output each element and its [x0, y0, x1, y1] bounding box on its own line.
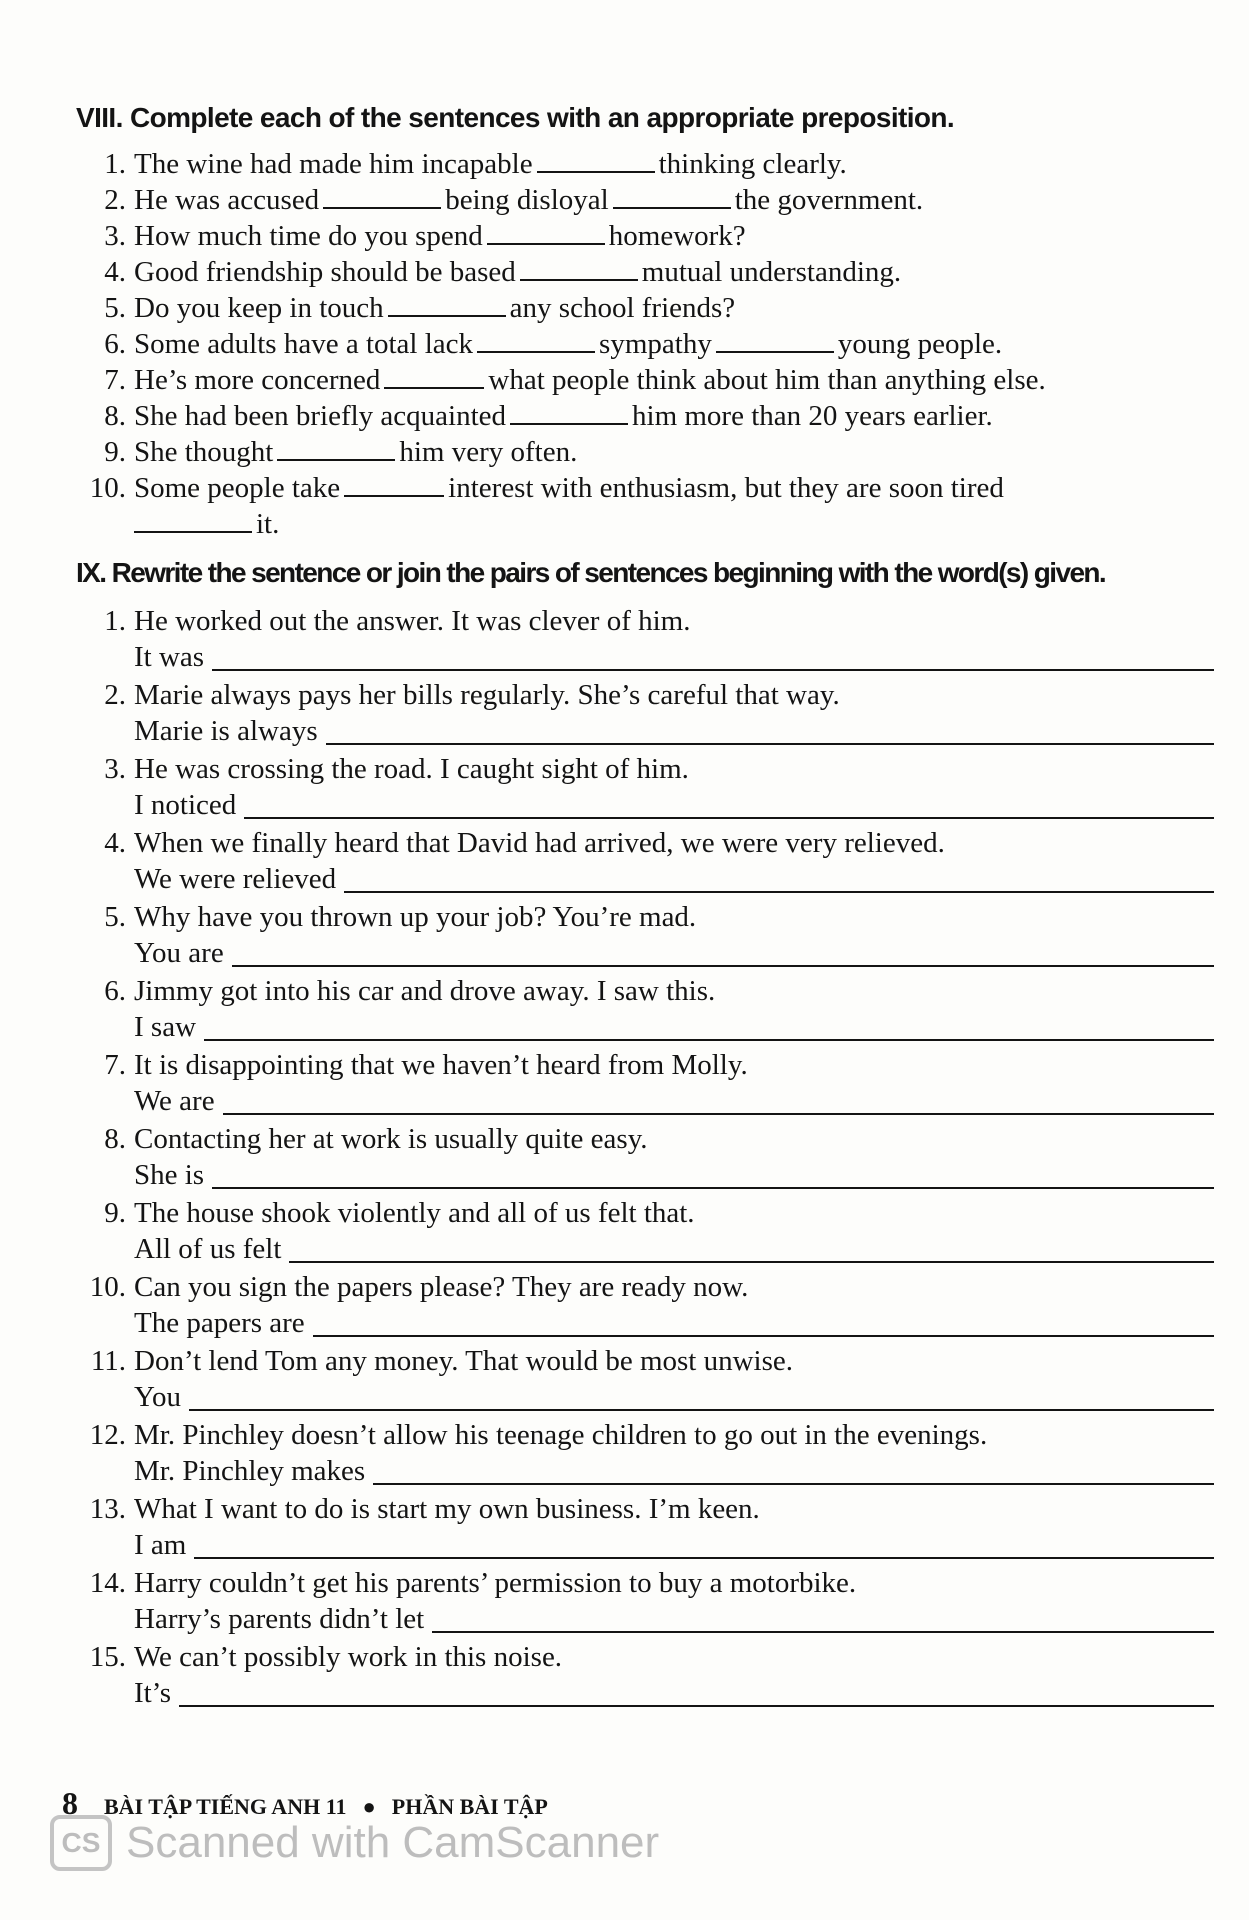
item-number: 7.	[104, 364, 126, 396]
sentence-part: mutual understanding.	[641, 256, 902, 288]
exercise-ix-13	[76, 1491, 1216, 1527]
starting-words: We were relieved	[134, 863, 337, 895]
exercise-viii-8	[76, 398, 1216, 434]
answer-blank[interactable]	[613, 183, 731, 209]
answer-line-ix-13[interactable]	[134, 1527, 1214, 1563]
answer-fill[interactable]	[179, 1675, 1214, 1707]
original-sentence: We can’t possibly work in this noise.	[134, 1641, 563, 1673]
starting-words: It was	[134, 641, 205, 673]
item-number: 9.	[104, 436, 126, 468]
original-sentence: What I want to do is start my own business. I’m keen.	[134, 1493, 760, 1525]
answer-fill[interactable]	[189, 1379, 1214, 1411]
answer-blank[interactable]	[477, 327, 595, 353]
item-number: 8.	[104, 1123, 126, 1155]
original-sentence: Can you sign the papers please? They are ready now.	[134, 1271, 749, 1303]
answer-line-ix-9[interactable]	[134, 1231, 1214, 1267]
exercise-ix-6	[76, 973, 1216, 1009]
answer-line-ix-4[interactable]	[134, 861, 1214, 897]
answer-line-ix-15[interactable]	[134, 1675, 1214, 1711]
item-number: 7.	[104, 1049, 126, 1081]
original-sentence: Mr. Pinchley doesn’t allow his teenage children to go out in the evenings.	[134, 1419, 988, 1451]
original-sentence: The house shook violently and all of us felt that.	[134, 1197, 695, 1229]
sentence-part: He was accused	[134, 184, 320, 216]
original-sentence: Contacting her at work is usually quite easy.	[134, 1123, 648, 1155]
item-number: 14.	[89, 1567, 126, 1599]
exercise-ix-8	[76, 1121, 1216, 1157]
answer-fill[interactable]	[212, 1157, 1214, 1189]
sentence-part: She thought	[134, 436, 274, 468]
sentence-part: young people.	[837, 328, 1003, 360]
answer-line-ix-7[interactable]	[134, 1083, 1214, 1119]
original-sentence: When we finally heard that David had arrived, we were very relieved.	[134, 827, 945, 859]
answer-line-ix-10[interactable]	[134, 1305, 1214, 1341]
sentence-part: thinking clearly.	[658, 148, 847, 180]
sentence-part: He’s more concerned	[134, 364, 381, 396]
answer-blank[interactable]	[277, 435, 395, 461]
sentence-part: She had been briefly acquainted	[134, 400, 507, 432]
starting-words: You	[134, 1381, 182, 1413]
sentence-part: being disloyal	[445, 184, 609, 216]
answer-fill[interactable]	[244, 787, 1214, 819]
starting-words: It’s	[134, 1677, 172, 1709]
book-title: BÀI TẬP TIẾNG ANH 11	[104, 1794, 347, 1819]
item-number: 1.	[104, 148, 126, 180]
answer-fill[interactable]	[223, 1083, 1214, 1115]
starting-words: She is	[134, 1159, 205, 1191]
item-number: 5.	[104, 292, 126, 324]
item-number: 4.	[104, 256, 126, 288]
item-number: 12.	[89, 1419, 126, 1451]
original-sentence: Why have you thrown up your job? You’re mad.	[134, 901, 697, 933]
exercise-ix-11	[76, 1343, 1216, 1379]
exercise-ix-2	[76, 677, 1216, 713]
item-number: 13.	[89, 1493, 126, 1525]
section-label: PHẦN BÀI TẬP	[391, 1794, 548, 1819]
item-number: 10.	[89, 472, 126, 504]
exercise-ix-14	[76, 1565, 1216, 1601]
exercise-ix-12	[76, 1417, 1216, 1453]
sentence-part: How much time do you spend	[134, 220, 483, 252]
sentence-part: Do you keep in touch	[134, 292, 384, 324]
sentence-part: it.	[256, 508, 280, 540]
answer-blank[interactable]	[537, 147, 655, 173]
exercise-viii-4	[76, 254, 1216, 290]
answer-line-ix-8[interactable]	[134, 1157, 1214, 1193]
answer-blank[interactable]	[487, 219, 605, 245]
item-number: 8.	[104, 400, 126, 432]
original-sentence: Harry couldn’t get his parents’ permission to buy a motorbike.	[134, 1567, 857, 1599]
answer-line-ix-12[interactable]	[134, 1453, 1214, 1489]
answer-fill[interactable]	[313, 1305, 1214, 1337]
exercise-viii-5	[76, 290, 1216, 326]
exercise-ix-3	[76, 751, 1216, 787]
original-sentence: Marie always pays her bills regularly. She’s careful that way.	[134, 679, 840, 711]
item-number: 11.	[90, 1345, 126, 1377]
starting-words: You are	[134, 937, 224, 969]
exercise-ix-5	[76, 899, 1216, 935]
answer-blank[interactable]	[384, 363, 484, 389]
starting-words: The papers are	[134, 1307, 305, 1339]
answer-blank[interactable]	[388, 291, 506, 317]
item-number: 9.	[104, 1197, 126, 1229]
camscanner-logo-icon: CS	[50, 1815, 112, 1871]
exercise-ix-7	[76, 1047, 1216, 1083]
item-number: 5.	[104, 901, 126, 933]
sentence-part: him very often.	[399, 436, 578, 468]
answer-blank[interactable]	[520, 255, 638, 281]
answer-line-ix-11[interactable]	[134, 1379, 1214, 1415]
exercise-viii-10-continuation	[76, 506, 1216, 542]
sentence-part: Some people take	[134, 472, 341, 504]
item-number: 15.	[89, 1641, 126, 1673]
original-sentence: Don’t lend Tom any money. That would be most unwise.	[134, 1345, 793, 1377]
answer-fill[interactable]	[194, 1527, 1214, 1559]
exercise-ix-15	[76, 1639, 1216, 1675]
item-number: 2.	[104, 184, 126, 216]
sentence-part: homework?	[608, 220, 746, 252]
watermark-text: Scanned with CamScanner	[126, 1818, 660, 1867]
starting-words: All of us felt	[134, 1233, 282, 1265]
answer-line-ix-6[interactable]	[134, 1009, 1214, 1045]
starting-words: Mr. Pinchley makes	[134, 1455, 366, 1487]
exercise-ix-9	[76, 1195, 1216, 1231]
answer-fill[interactable]	[373, 1453, 1214, 1485]
answer-fill[interactable]	[326, 713, 1214, 745]
answer-line-ix-5[interactable]	[134, 935, 1214, 971]
bullet-icon: ●	[362, 1794, 376, 1819]
exercise-viii-10	[76, 470, 1216, 506]
answer-blank[interactable]	[134, 507, 252, 533]
exercise-viii-1	[76, 146, 1216, 182]
section-ix-heading: IX. Rewrite the sentence or join the pairs of sentences beginning with the word(s) given.	[76, 557, 1106, 588]
page-number: 8	[62, 1785, 78, 1821]
sentence-part: the government.	[734, 184, 924, 216]
exercise-viii-9	[76, 434, 1216, 470]
original-sentence: He was crossing the road. I caught sight of him.	[134, 753, 689, 785]
item-number: 6.	[104, 328, 126, 360]
sentence-part: any school friends?	[509, 292, 736, 324]
exercise-viii-7	[76, 362, 1216, 398]
original-sentence: He worked out the answer. It was clever of him.	[134, 605, 691, 637]
answer-blank[interactable]	[323, 183, 441, 209]
exercise-ix-10	[76, 1269, 1216, 1305]
item-number: 4.	[104, 827, 126, 859]
item-number: 3.	[104, 220, 126, 252]
answer-line-ix-2[interactable]	[134, 713, 1214, 749]
item-number: 3.	[104, 753, 126, 785]
starting-words: I noticed	[134, 789, 237, 821]
item-number: 10.	[89, 1271, 126, 1303]
sentence-part: The wine had made him incapable	[134, 148, 533, 180]
section-viii-heading: VIII. Complete each of the sentences with an appropriate preposition.	[76, 102, 955, 133]
exercise-viii-6	[76, 326, 1216, 362]
starting-words: I saw	[134, 1011, 197, 1043]
answer-fill[interactable]	[212, 639, 1214, 671]
sentence-part: him more than 20 years earlier.	[632, 400, 993, 432]
starting-words: Harry’s parents didn’t let	[134, 1603, 425, 1635]
answer-fill[interactable]	[432, 1601, 1214, 1633]
starting-words: We are	[134, 1085, 215, 1117]
answer-fill[interactable]	[204, 1009, 1214, 1041]
exercise-ix-1	[76, 603, 1216, 639]
original-sentence: Jimmy got into his car and drove away. I saw this.	[134, 975, 716, 1007]
answer-blank[interactable]	[510, 399, 628, 425]
answer-blank[interactable]	[344, 471, 444, 497]
item-number: 6.	[104, 975, 126, 1007]
exercise-viii-2	[76, 182, 1216, 218]
sentence-part: sympathy	[599, 328, 712, 360]
sentence-part: Good friendship should be based	[134, 256, 516, 288]
starting-words: I am	[134, 1529, 187, 1561]
exercise-ix-4	[76, 825, 1216, 861]
answer-line-ix-3[interactable]	[134, 787, 1214, 823]
sentence-part: Some adults have a total lack	[134, 328, 474, 360]
answer-line-ix-14[interactable]	[134, 1601, 1214, 1637]
item-number: 1.	[104, 605, 126, 637]
answer-line-ix-1[interactable]	[134, 639, 1214, 675]
sentence-part: interest with enthusiasm, but they are soon tired	[448, 472, 1004, 504]
original-sentence: It is disappointing that we haven’t heard from Molly.	[134, 1049, 748, 1081]
item-number: 2.	[104, 679, 126, 711]
answer-fill[interactable]	[289, 1231, 1214, 1263]
scanner-watermark	[50, 1815, 659, 1871]
sentence-part: what people think about him than anything else.	[488, 364, 1046, 396]
answer-fill[interactable]	[344, 861, 1214, 893]
answer-fill[interactable]	[232, 935, 1214, 967]
answer-blank[interactable]	[716, 327, 834, 353]
starting-words: Marie is always	[134, 715, 318, 747]
exercise-viii-3	[76, 218, 1216, 254]
